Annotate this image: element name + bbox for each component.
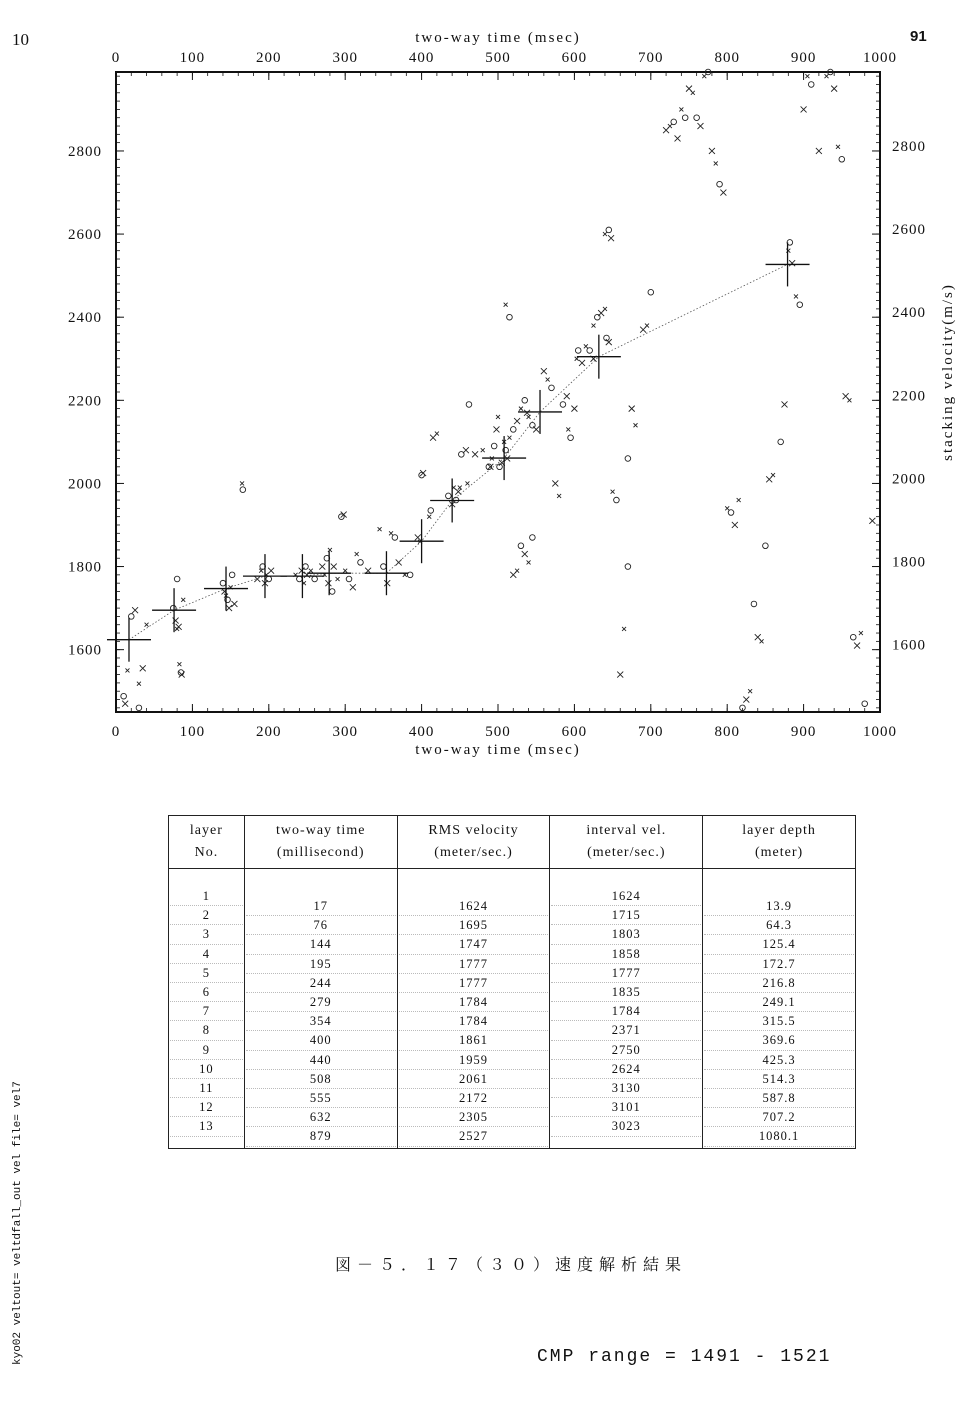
- y-tick-label-right: 2400: [892, 305, 926, 322]
- data-point: [560, 402, 566, 408]
- x-tick-label-bottom: 900: [790, 724, 817, 740]
- data-point: [136, 705, 142, 711]
- data-point: [229, 572, 235, 578]
- header-layer-depth: layer depth (meter): [703, 816, 856, 869]
- x-tick-label-bottom: 600: [561, 724, 588, 740]
- velocity-pick-marker: [243, 554, 287, 598]
- data-point: [319, 564, 325, 570]
- data-point: [527, 560, 531, 564]
- table-cell: 279: [246, 993, 396, 1012]
- data-point: [743, 697, 749, 703]
- table-cell: 1777: [551, 964, 701, 983]
- x-tick-label-bottom: 500: [485, 724, 511, 740]
- velocity-pick-marker: [766, 242, 810, 286]
- velocity-pick-marker: [400, 519, 444, 563]
- data-point: [240, 481, 244, 485]
- data-point: [231, 601, 237, 607]
- table-cell: 2172: [399, 1089, 549, 1108]
- table-body-row: [169, 869, 856, 1149]
- header-interval-velocity: interval vel. (meter/sec.): [550, 816, 703, 869]
- data-point: [714, 161, 718, 165]
- data-point: [466, 402, 472, 408]
- table-cell: 3: [170, 925, 243, 944]
- figure-caption: 図－５．１７（３０）速度解析結果: [335, 1257, 688, 1274]
- table-cell: 5: [170, 964, 243, 983]
- x-tick-label-bottom: 700: [638, 724, 664, 740]
- data-point: [850, 634, 856, 640]
- table-cell: 76: [246, 916, 396, 935]
- column-layer-no: [169, 869, 245, 1149]
- data-point: [384, 580, 390, 586]
- x-tick-label-top: 100: [179, 50, 206, 66]
- data-point: [634, 423, 638, 427]
- data-point: [831, 86, 837, 92]
- velocity-pick-marker: [482, 436, 526, 480]
- table-cell: 879: [246, 1127, 396, 1146]
- table-cell: 1784: [399, 993, 549, 1012]
- y-tick-label-left: 2400: [68, 310, 102, 327]
- data-point: [603, 232, 607, 236]
- data-point: [507, 314, 513, 320]
- data-point: [428, 508, 434, 514]
- y-tick-label-left: 2200: [68, 393, 102, 410]
- y-tick-label-right: 1800: [892, 554, 926, 571]
- data-point: [778, 439, 784, 445]
- data-point: [584, 344, 588, 348]
- table-cell: 8: [170, 1021, 243, 1040]
- data-point: [720, 190, 726, 196]
- data-point: [625, 564, 631, 570]
- data-point: [343, 569, 347, 573]
- data-point: [530, 535, 536, 541]
- data-point: [697, 123, 703, 129]
- data-point: [358, 560, 364, 566]
- x-tick-label-top: 800: [714, 50, 740, 66]
- table-cell: 2527: [399, 1127, 549, 1146]
- data-point: [771, 473, 775, 477]
- velocity-pick-marker: [107, 618, 151, 662]
- data-point: [568, 435, 574, 441]
- data-point: [675, 135, 681, 141]
- y-tick-label-right: 2200: [892, 388, 926, 405]
- x-tick-label-top: 500: [485, 50, 511, 66]
- data-point: [728, 510, 734, 516]
- x-tick-label-top: 400: [408, 50, 435, 66]
- data-point: [668, 124, 672, 128]
- velocity-pick-line: [129, 264, 788, 639]
- data-point: [427, 515, 431, 519]
- data-point: [381, 564, 387, 570]
- data-point: [472, 451, 478, 457]
- data-point: [303, 564, 309, 570]
- data-point: [575, 348, 581, 354]
- header-layer-no: layer No.: [169, 816, 245, 869]
- data-point: [760, 639, 764, 643]
- table-cell: 514.3: [704, 1070, 854, 1089]
- data-point: [325, 580, 331, 586]
- velocity-pick-marker: [518, 390, 562, 434]
- table-cell: 216.8: [704, 974, 854, 993]
- page-number-left: 10: [12, 30, 29, 49]
- table-cell: 4: [170, 945, 243, 964]
- x-tick-label-bottom: 0: [111, 724, 121, 740]
- table-cell: 1624: [399, 897, 549, 916]
- side-note: kyo02 veltout= veltdfall_out vel file= vel7: [12, 1081, 24, 1365]
- x-tick-label-bottom: 200: [256, 724, 282, 740]
- data-point: [122, 701, 128, 707]
- data-point: [515, 569, 519, 573]
- table-cell: 125.4: [704, 935, 854, 954]
- data-point: [435, 432, 439, 436]
- data-point: [725, 506, 729, 510]
- data-point: [552, 480, 558, 486]
- table-cell: 1624: [551, 887, 701, 906]
- table-cell: 1959: [399, 1051, 549, 1070]
- data-point: [614, 497, 620, 503]
- data-point: [859, 631, 863, 635]
- table-cell: 2750: [551, 1041, 701, 1060]
- data-point: [808, 82, 814, 88]
- table-cell: 2624: [551, 1060, 701, 1079]
- data-point: [522, 551, 528, 557]
- data-point: [177, 662, 181, 666]
- header-two-way-time: two-way time (millisecond): [244, 816, 397, 869]
- data-point: [608, 235, 614, 241]
- data-point: [549, 385, 555, 391]
- table-cell: 632: [246, 1108, 396, 1127]
- data-point: [533, 426, 539, 432]
- data-point: [493, 426, 499, 432]
- data-point: [862, 701, 868, 707]
- table-cell: 12: [170, 1098, 243, 1117]
- data-point: [763, 543, 769, 549]
- data-point: [518, 543, 524, 549]
- data-point: [458, 486, 462, 490]
- data-point: [603, 307, 607, 311]
- data-point: [751, 601, 757, 607]
- data-point: [132, 607, 138, 613]
- table-cell: 425.3: [704, 1051, 854, 1070]
- data-point: [566, 427, 570, 431]
- data-point: [465, 481, 469, 485]
- table-cell: 64.3: [704, 916, 854, 935]
- table-cell: 1080.1: [704, 1127, 854, 1146]
- table-cell: 400: [246, 1031, 396, 1050]
- data-point: [312, 576, 318, 582]
- x-tick-label-bottom: 300: [332, 724, 358, 740]
- data-point: [801, 106, 807, 112]
- data-point: [341, 512, 347, 518]
- data-point: [378, 527, 382, 531]
- data-point: [702, 74, 706, 78]
- table-cell: 172.7: [704, 955, 854, 974]
- data-point: [629, 406, 635, 412]
- y-tick-label-right: 2000: [892, 471, 926, 488]
- data-point: [491, 443, 497, 449]
- x-axis-title-top: two-way time (msec): [415, 30, 581, 46]
- table-cell: 1695: [399, 916, 549, 935]
- table-cell: 1861: [399, 1031, 549, 1050]
- data-point: [420, 470, 426, 476]
- table-cell: 2305: [399, 1108, 549, 1127]
- table-cell: 3130: [551, 1079, 701, 1098]
- data-point: [839, 156, 845, 162]
- table-cell: 3101: [551, 1098, 701, 1117]
- table-cell: 144: [246, 935, 396, 954]
- table-cell: 2061: [399, 1070, 549, 1089]
- table-header-row: [169, 816, 856, 869]
- x-tick-label-bottom: 1000: [863, 724, 897, 740]
- data-point: [446, 493, 452, 499]
- table-cell: 1715: [551, 906, 701, 925]
- data-point: [463, 447, 469, 453]
- table-cell: 1777: [399, 974, 549, 993]
- table-cell: 354: [246, 1012, 396, 1031]
- x-axis-title-bottom: two-way time (msec): [415, 742, 581, 758]
- table-cell: 1747: [399, 935, 549, 954]
- y-axis-title: stacking velocity(m/s): [940, 283, 956, 461]
- y-tick-label-right: 1600: [892, 637, 926, 654]
- x-tick-label-top: 900: [790, 50, 817, 66]
- x-tick-label-top: 200: [256, 50, 282, 66]
- data-point: [510, 427, 516, 433]
- data-point: [571, 406, 577, 412]
- data-point: [564, 393, 570, 399]
- data-point: [732, 522, 738, 528]
- x-tick-label-top: 0: [111, 50, 121, 66]
- data-point: [617, 672, 623, 678]
- data-point: [679, 107, 683, 111]
- data-point: [336, 577, 340, 581]
- velocity-pick-marker: [152, 588, 196, 632]
- data-point: [694, 115, 700, 121]
- data-point: [748, 689, 752, 693]
- data-point: [145, 623, 149, 627]
- table-cell: 1: [170, 887, 243, 906]
- data-point: [514, 418, 520, 424]
- header-rms-velocity: RMS velocity (meter/sec.): [397, 816, 550, 869]
- x-tick-label-bottom: 800: [714, 724, 740, 740]
- data-point: [140, 665, 146, 671]
- table-cell: 1835: [551, 983, 701, 1002]
- data-point: [648, 289, 654, 295]
- velocity-pick-marker: [204, 567, 248, 611]
- y-tick-label-right: 2800: [892, 138, 926, 155]
- data-point: [717, 181, 723, 187]
- data-point: [854, 643, 860, 649]
- table-cell: 315.5: [704, 1012, 854, 1031]
- x-tick-label-top: 1000: [863, 50, 897, 66]
- data-point: [541, 368, 547, 374]
- column-two-way-time: [244, 869, 397, 1149]
- table-cell: 6: [170, 983, 243, 1002]
- page-number-right: 91: [910, 28, 927, 45]
- plot-frame: [116, 72, 880, 712]
- table-cell: 508: [246, 1070, 396, 1089]
- column-rms-velocity: [397, 869, 550, 1149]
- data-point: [606, 227, 612, 233]
- data-point: [392, 535, 398, 541]
- data-point: [220, 580, 226, 586]
- data-point: [682, 115, 688, 121]
- y-tick-label-right: 2600: [892, 222, 926, 239]
- data-point: [546, 378, 550, 382]
- table-cell: 17: [246, 897, 396, 916]
- data-point: [266, 576, 272, 582]
- data-point: [137, 682, 141, 686]
- y-tick-label-left: 2800: [68, 143, 102, 160]
- data-point: [481, 448, 485, 452]
- data-point: [507, 436, 511, 440]
- data-point: [297, 576, 303, 582]
- data-point: [181, 598, 185, 602]
- table-cell: 10: [170, 1060, 243, 1079]
- data-point: [579, 360, 585, 366]
- y-tick-label-left: 2600: [68, 227, 102, 244]
- data-point: [625, 456, 631, 462]
- data-point: [557, 494, 561, 498]
- data-point: [527, 415, 531, 419]
- table-cell: 1858: [551, 945, 701, 964]
- x-tick-label-top: 300: [332, 50, 358, 66]
- table-cell: 1784: [551, 1002, 701, 1021]
- table-cell: 7: [170, 1002, 243, 1021]
- data-point: [611, 490, 615, 494]
- data-point: [350, 584, 356, 590]
- table-cell: 707.2: [704, 1108, 854, 1127]
- data-point: [797, 302, 803, 308]
- table-cell: 3023: [551, 1117, 701, 1136]
- data-point: [519, 407, 523, 411]
- data-point: [125, 668, 129, 672]
- y-tick-label-left: 1600: [68, 642, 102, 659]
- data-point: [691, 91, 695, 95]
- data-point: [789, 260, 795, 266]
- data-point: [331, 564, 337, 570]
- table-cell: 249.1: [704, 993, 854, 1012]
- data-point: [575, 357, 579, 361]
- data-point: [805, 74, 809, 78]
- data-point: [389, 531, 393, 535]
- data-point: [592, 324, 596, 328]
- velocity-pick-marker: [364, 551, 408, 595]
- column-layer-depth: [703, 869, 856, 1149]
- velocity-pick-marker: [577, 335, 621, 379]
- table-cell: 244: [246, 974, 396, 993]
- data-point: [174, 576, 180, 582]
- y-tick-label-left: 1800: [68, 559, 102, 576]
- data-point: [794, 294, 798, 298]
- data-point: [226, 605, 232, 611]
- table-cell: 440: [246, 1051, 396, 1070]
- table-cell: 13.9: [704, 897, 854, 916]
- velocity-results-table: [168, 815, 856, 1149]
- table-cell: 2: [170, 906, 243, 925]
- data-point: [671, 119, 677, 125]
- data-point: [816, 148, 822, 154]
- data-point: [782, 401, 788, 407]
- data-point: [346, 576, 352, 582]
- data-point: [504, 303, 508, 307]
- table-cell: 195: [246, 955, 396, 974]
- data-point: [121, 693, 127, 699]
- table-cell: 2371: [551, 1021, 701, 1040]
- data-point: [415, 534, 421, 540]
- data-point: [496, 415, 500, 419]
- table-cell: 1803: [551, 925, 701, 944]
- x-tick-label-bottom: 400: [408, 724, 435, 740]
- velocity-pick-marker: [430, 478, 474, 522]
- data-point: [836, 145, 840, 149]
- data-point: [645, 324, 649, 328]
- table-cell: 1784: [399, 1012, 549, 1031]
- data-point: [522, 398, 528, 404]
- data-point: [825, 74, 829, 78]
- data-point: [268, 568, 274, 574]
- data-point: [847, 398, 851, 402]
- table-cell: 369.6: [704, 1031, 854, 1050]
- velocity-pick-marker: [307, 551, 351, 595]
- x-tick-label-top: 700: [638, 50, 664, 66]
- data-point: [178, 670, 184, 676]
- table-cell: 587.8: [704, 1089, 854, 1108]
- y-tick-label-left: 2000: [68, 476, 102, 493]
- data-point: [869, 518, 875, 524]
- data-point: [587, 348, 593, 354]
- x-tick-label-bottom: 100: [179, 724, 206, 740]
- data-point: [309, 569, 313, 573]
- data-point: [709, 148, 715, 154]
- table-cell: 1777: [399, 955, 549, 974]
- data-point: [737, 498, 741, 502]
- cmp-range-label: CMP range = 1491 - 1521: [537, 1347, 832, 1367]
- table-cell: 13: [170, 1117, 243, 1136]
- velocity-pick-marker: [280, 554, 324, 598]
- data-point: [240, 487, 246, 493]
- x-tick-label-top: 600: [561, 50, 588, 66]
- data-point: [355, 552, 359, 556]
- data-point: [329, 589, 335, 595]
- column-interval-velocity: [550, 869, 703, 1149]
- table-cell: 11: [170, 1079, 243, 1098]
- table-cell: 9: [170, 1041, 243, 1060]
- data-point: [622, 627, 626, 631]
- table-cell: 555: [246, 1089, 396, 1108]
- data-point: [176, 624, 182, 630]
